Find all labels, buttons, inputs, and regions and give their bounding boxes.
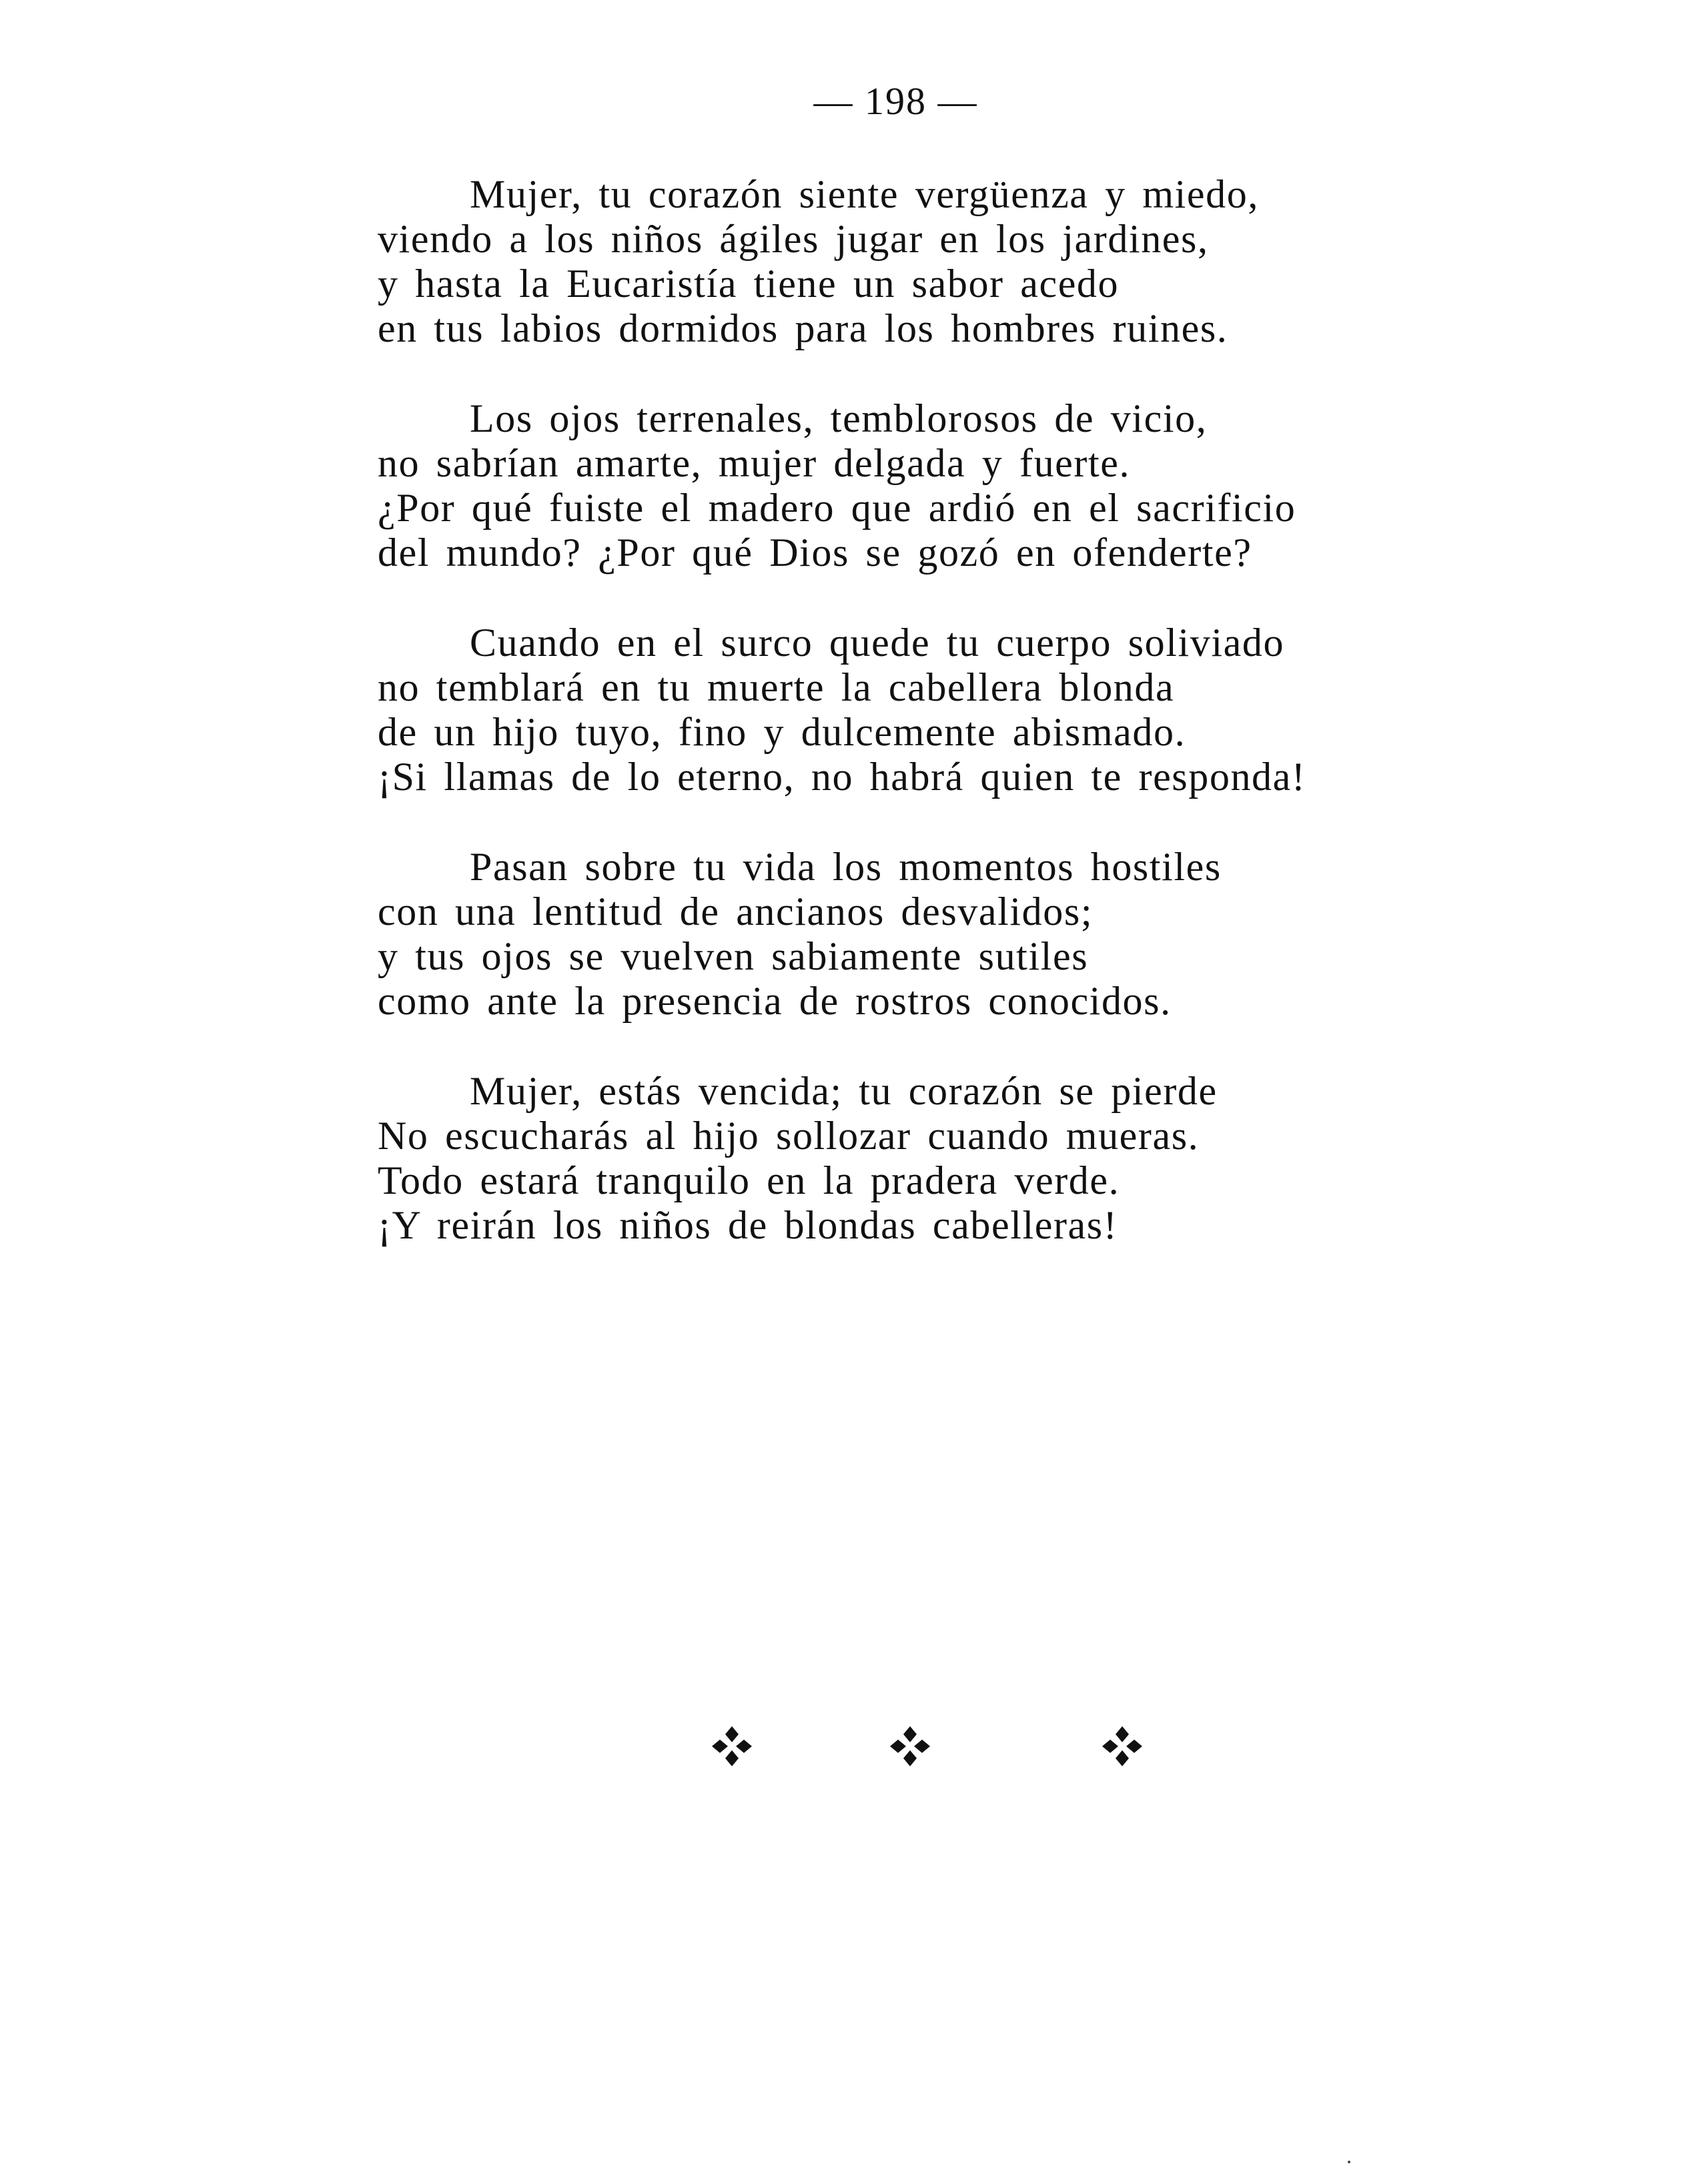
verse-line: ¡Si llamas de lo eterno, no habrá quien te responda! <box>378 755 1306 799</box>
poem <box>378 172 1512 1293</box>
verse-line: no sabrían amarte, mujer delgada y fuerte. <box>378 441 1131 485</box>
stanza <box>378 1069 1512 1248</box>
stanza <box>378 172 1512 351</box>
verse-line: Mujer, estás vencida; tu corazón se pierde <box>470 1069 1218 1113</box>
four-diamond-fleuron-icon <box>889 1725 931 1768</box>
verse-line: Pasan sobre tu vida los momentos hostiles <box>470 845 1222 889</box>
verse-line: viendo a los niños ágiles jugar en los jardines, <box>378 217 1209 261</box>
verse-line: no temblará en tu muerte la cabellera blonda <box>378 665 1175 709</box>
stanza <box>378 396 1512 575</box>
verse-line: No escucharás al hijo sollozar cuando mueras. <box>378 1114 1200 1158</box>
verse-line: y tus ojos se vuelven sabiamente sutiles <box>378 934 1089 978</box>
four-diamond-fleuron-icon <box>711 1725 753 1768</box>
verse-line: con una lentitud de ancianos desvalidos; <box>378 889 1094 934</box>
stanza <box>378 621 1512 799</box>
verse-line: como ante la presencia de rostros conocidos. <box>378 979 1172 1023</box>
page-number: — 198 — <box>813 79 978 123</box>
ornament-row <box>701 1725 1168 1778</box>
stanza <box>378 845 1512 1024</box>
print-speck <box>1348 2161 1350 2163</box>
verse-line: en tus labios dormidos para los hombres ruines. <box>378 306 1228 350</box>
verse-line: Todo estará tranquilo en la pradera verde. <box>378 1158 1120 1202</box>
four-diamond-fleuron-icon <box>1101 1725 1144 1768</box>
verse-line: ¡Y reirán los niños de blondas cabelleras! <box>378 1203 1118 1247</box>
verse-line: Cuando en el surco quede tu cuerpo soliviado <box>470 621 1285 665</box>
verse-line: Mujer, tu corazón siente vergüenza y miedo, <box>470 172 1259 216</box>
verse-line: ¿Por qué fuiste el madero que ardió en el sacrificio <box>378 486 1296 530</box>
verse-line: Los ojos terrenales, temblorosos de vicio, <box>470 396 1208 440</box>
verse-line: del mundo? ¿Por qué Dios se gozó en ofenderte? <box>378 530 1252 575</box>
verse-line: de un hijo tuyo, fino y dulcemente abismado. <box>378 710 1186 754</box>
verse-line: y hasta la Eucaristía tiene un sabor acedo <box>378 262 1120 306</box>
